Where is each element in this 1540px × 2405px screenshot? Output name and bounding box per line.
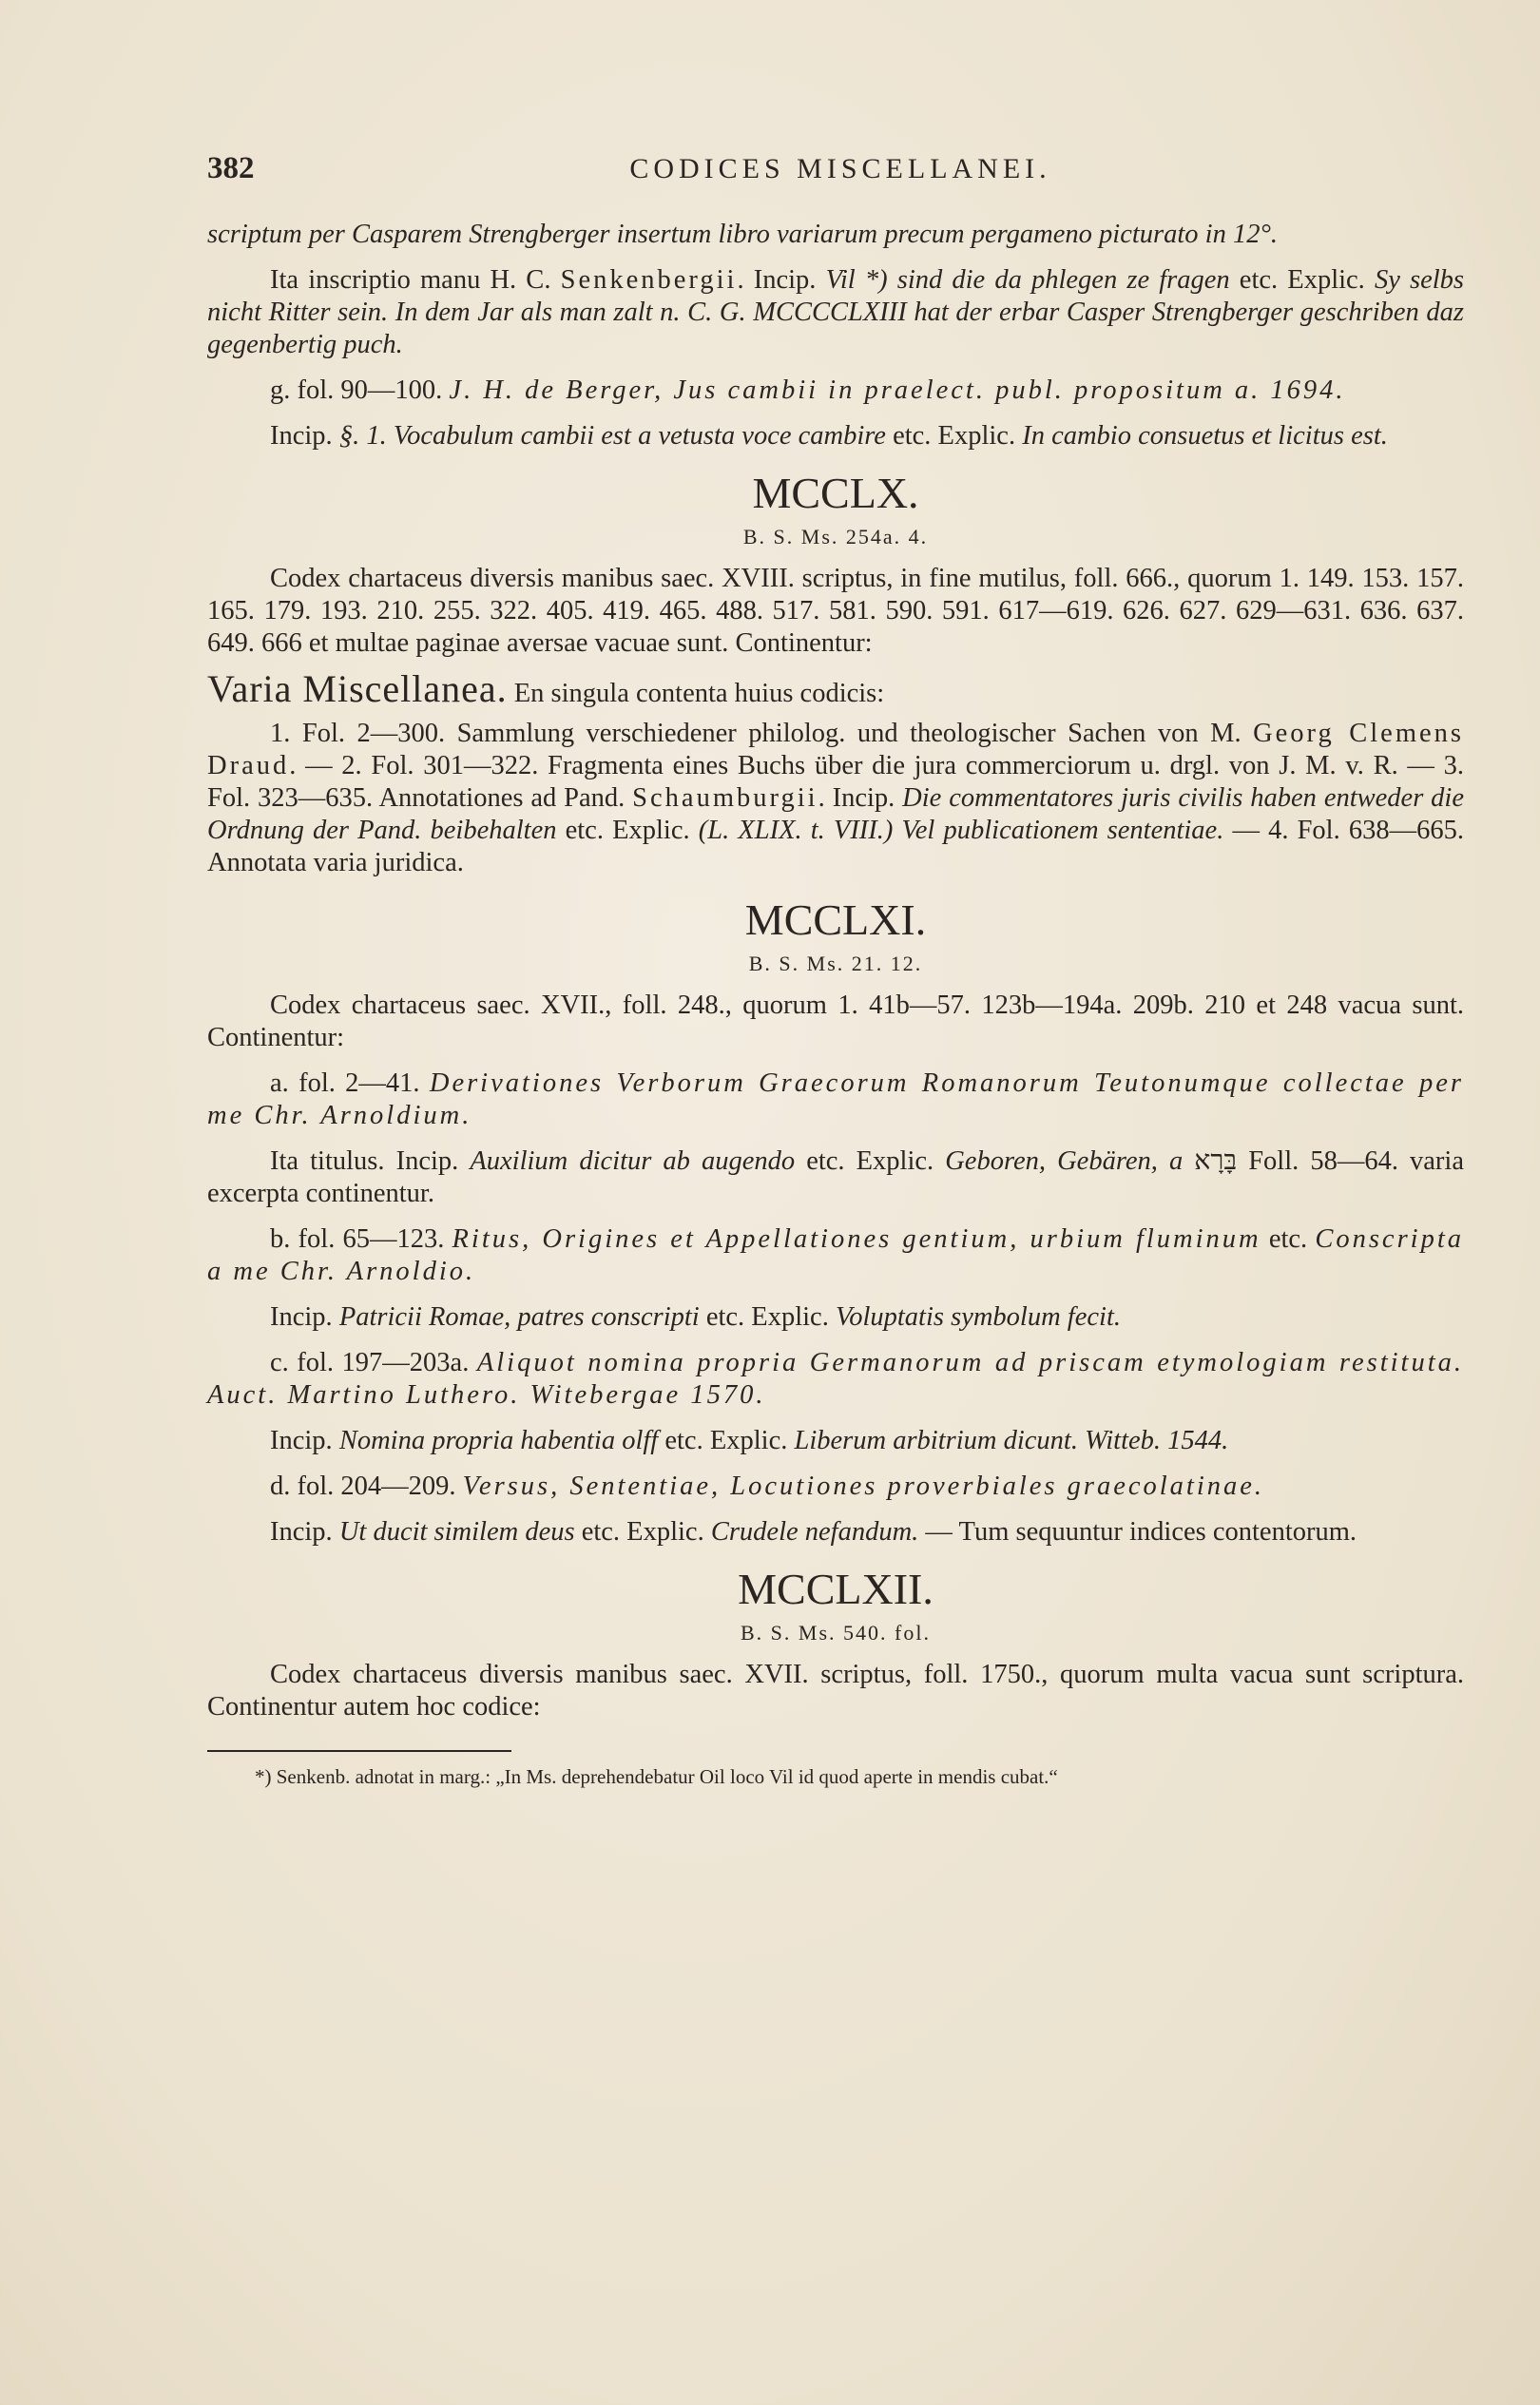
shelfmark-1260: B. S. Ms. 254a. 4. xyxy=(742,525,929,548)
item-title: Aliquot nomina propria Germanorum ad priscam etymologiam restituta. Auct. Martino Luthero. Witebergae 1570. xyxy=(207,1348,1464,1410)
item-d-paragraph: d. fol. 204—209. Versus, Sententiae, Locutiones proverbiales graecolatinae. xyxy=(270,1472,1265,1501)
explicit-text: Geboren, Gebären, a xyxy=(945,1146,1184,1176)
explicit-text: Voluptatis symbolum fecit. xyxy=(835,1302,1121,1332)
author-name: Georg Clemens Draud xyxy=(207,719,1464,780)
author-name: Schaumburgii xyxy=(632,783,818,813)
incipit-text: Auxilium dicitur ab augendo xyxy=(470,1146,796,1176)
entry-number-1261: MCCLXI. xyxy=(744,895,927,944)
page-content xyxy=(207,152,1464,1790)
item-title: Conscripta a me Chr. Arnoldio. xyxy=(207,1224,1464,1286)
incipit-paragraph: Incip. §. 1. Vocabulum cambii est a vetusta voce cambire etc. Explic. In cambio consuetus et licitus est. xyxy=(270,421,1388,451)
contents-paragraph-1260: 1. Fol. 2—300. Sammlung verschiedener philolog. und theologischer Sachen von M. Georg Clemens Draud. — 2. Fol. 301—322. Fragmenta eines Buchs über die jura commerciorum u. drgl. von J. M. v. R. — 3. Fol. 323—635. Annotationes ad Pand. Schaumburgii. Incip. Die commentatores juris civilis haben entweder die Ordnung der Pand. beibehalten etc. Explic. (L. XLIX. t. VIII.) Vel publicationem sententiae. — 4. Fol. 638—665. Annotata varia juridica. xyxy=(207,719,1464,877)
inscription-paragraph: Ita inscriptio manu H. C. Senkenbergii. Incip. Vil *) sind die da phlegen ze fragen etc. Explic. Sy selbs nicht Ritter sein. In dem Jar als man zalt n. C. G. MCCCCLXIII hat der erbar Casper Strengberger geschriben daz gegenbertig puch. xyxy=(207,265,1464,359)
author-name: Senkenbergii xyxy=(560,265,738,295)
incipit-text: §. 1. Vocabulum cambii est a vetusta voce cambire xyxy=(338,421,886,451)
footnote: *) Senkenb. adnotat in marg.: „In Ms. deprehendebatur Oil loco Vil id quod aperte in mendis cubat.“ xyxy=(255,1765,1058,1788)
incipit-text: Vil *) sind die da phlegen ze fragen xyxy=(825,265,1230,295)
explicit-text: (L. XLIX. t. VIII.) Vel publicationem sententiae. xyxy=(698,816,1224,845)
item-title: Versus, Sententiae, Locutiones proverbiales graecolatinae. xyxy=(462,1472,1265,1501)
item-b-details: Incip. Patricii Romae, patres conscripti etc. Explic. Voluptatis symbolum fecit. xyxy=(270,1302,1121,1332)
item-c-details: Incip. Nomina propria habentia olff etc. Explic. Liberum arbitrium dicunt. Witteb. 1544. xyxy=(270,1426,1229,1455)
item-a-details: Ita titulus. Incip. Auxilium dicitur ab augendo etc. Explic. Geboren, Gebären, a בָּרָא Foll. 58—64. varia excerpta continentur. xyxy=(207,1146,1464,1208)
item-title: Ritus, Origines et Appellationes gentium, urbium fluminum xyxy=(452,1224,1261,1254)
item-title: J. H. de Berger, Jus cambii in praelect. publ. propositum a. 1694. xyxy=(449,375,1346,405)
shelfmark-1261: B. S. Ms. 21. 12. xyxy=(748,952,923,975)
footnote-divider xyxy=(207,1750,511,1752)
item-g-paragraph: g. fol. 90—100. J. H. de Berger, Jus cambii in praelect. publ. propositum a. 1694. xyxy=(270,375,1346,405)
explicit-text: In cambio consuetus et licitus est. xyxy=(1022,421,1388,451)
page-number: 382 xyxy=(207,151,255,185)
running-title: CODICES MISCELLANEI. xyxy=(629,153,1051,184)
entry-number-1260: MCCLX. xyxy=(752,469,919,517)
codex-title-paragraph: Varia Miscellanea. En singula contenta huius codicis: xyxy=(207,667,885,710)
incipit-text: Nomina propria habentia olff xyxy=(338,1426,659,1455)
item-d-details: Incip. Ut ducit similem deus etc. Explic. Crudele nefandum. — Tum sequuntur indices contentorum. xyxy=(270,1517,1357,1547)
explicit-text: Crudele nefandum. xyxy=(710,1517,919,1547)
explicit-text: Sy selbs nicht Ritter sein. In dem Jar als man zalt n. C. G. MCCCCLXIII hat der erbar Casper Strengberger geschriben daz gegenbertig puch. xyxy=(207,265,1464,359)
item-title: Derivationes Verborum Graecorum Romanorum Teutonumque collectae per me Chr. Arnoldium. xyxy=(207,1068,1464,1130)
continuation-text: scriptum per Casparem Strengberger insertum libro variarum precum pergameno picturato in 12°. xyxy=(207,220,1278,249)
codex-description-1260: Codex chartaceus diversis manibus saec. XVIII. scriptus, in fine mutilus, foll. 666., quorum 1. 149. 153. 157. 165. 179. 193. 210. 255. 322. 405. 419. 465. 488. 517. 581. 590. 591. 617—619. 626. 627. 629—631. 636. 637. 649. 666 et multae paginae aversae vacuae sunt. Continentur: xyxy=(207,564,1464,658)
hebrew-word: בָּרָא xyxy=(1194,1146,1238,1176)
continuation-paragraph xyxy=(207,219,1464,251)
incipit-text: Patricii Romae, patres conscripti xyxy=(338,1302,700,1332)
page-header xyxy=(207,152,1464,219)
item-a-paragraph: a. fol. 2—41. Derivationes Verborum Graecorum Romanorum Teutonumque collectae per me Chr. Arnoldium. xyxy=(207,1068,1464,1130)
incipit-text: Die commentatores juris civilis haben entweder die Ordnung der Pand. beibehalten xyxy=(207,783,1464,845)
codex-description-1261: Codex chartaceus saec. XVII., foll. 248., quorum 1. 41b—57. 123b—194a. 209b. 210 et 248 vacua sunt. Continentur: xyxy=(207,991,1464,1052)
incipit-text: Ut ducit similem deus xyxy=(338,1517,575,1547)
codex-description-1262: Codex chartaceus diversis manibus saec. XVII. scriptus, foll. 1750., quorum multa vacua sunt scriptura. Continentur autem hoc codice: xyxy=(207,1660,1464,1722)
entry-number-1262: MCCLXII. xyxy=(738,1565,934,1613)
shelfmark-1262: B. S. Ms. 540. fol. xyxy=(741,1621,931,1645)
item-c-paragraph: c. fol. 197—203a. Aliquot nomina propria Germanorum ad priscam etymologiam restituta. Auct. Martino Luthero. Witebergae 1570. xyxy=(207,1348,1464,1410)
item-b-paragraph: b. fol. 65—123. Ritus, Origines et Appellationes gentium, urbium fluminum etc. Conscripta a me Chr. Arnoldio. xyxy=(207,1224,1464,1286)
explicit-text: Liberum arbitrium dicunt. Witteb. 1544. xyxy=(794,1426,1229,1455)
codex-title: Varia Miscellanea. xyxy=(207,667,508,710)
